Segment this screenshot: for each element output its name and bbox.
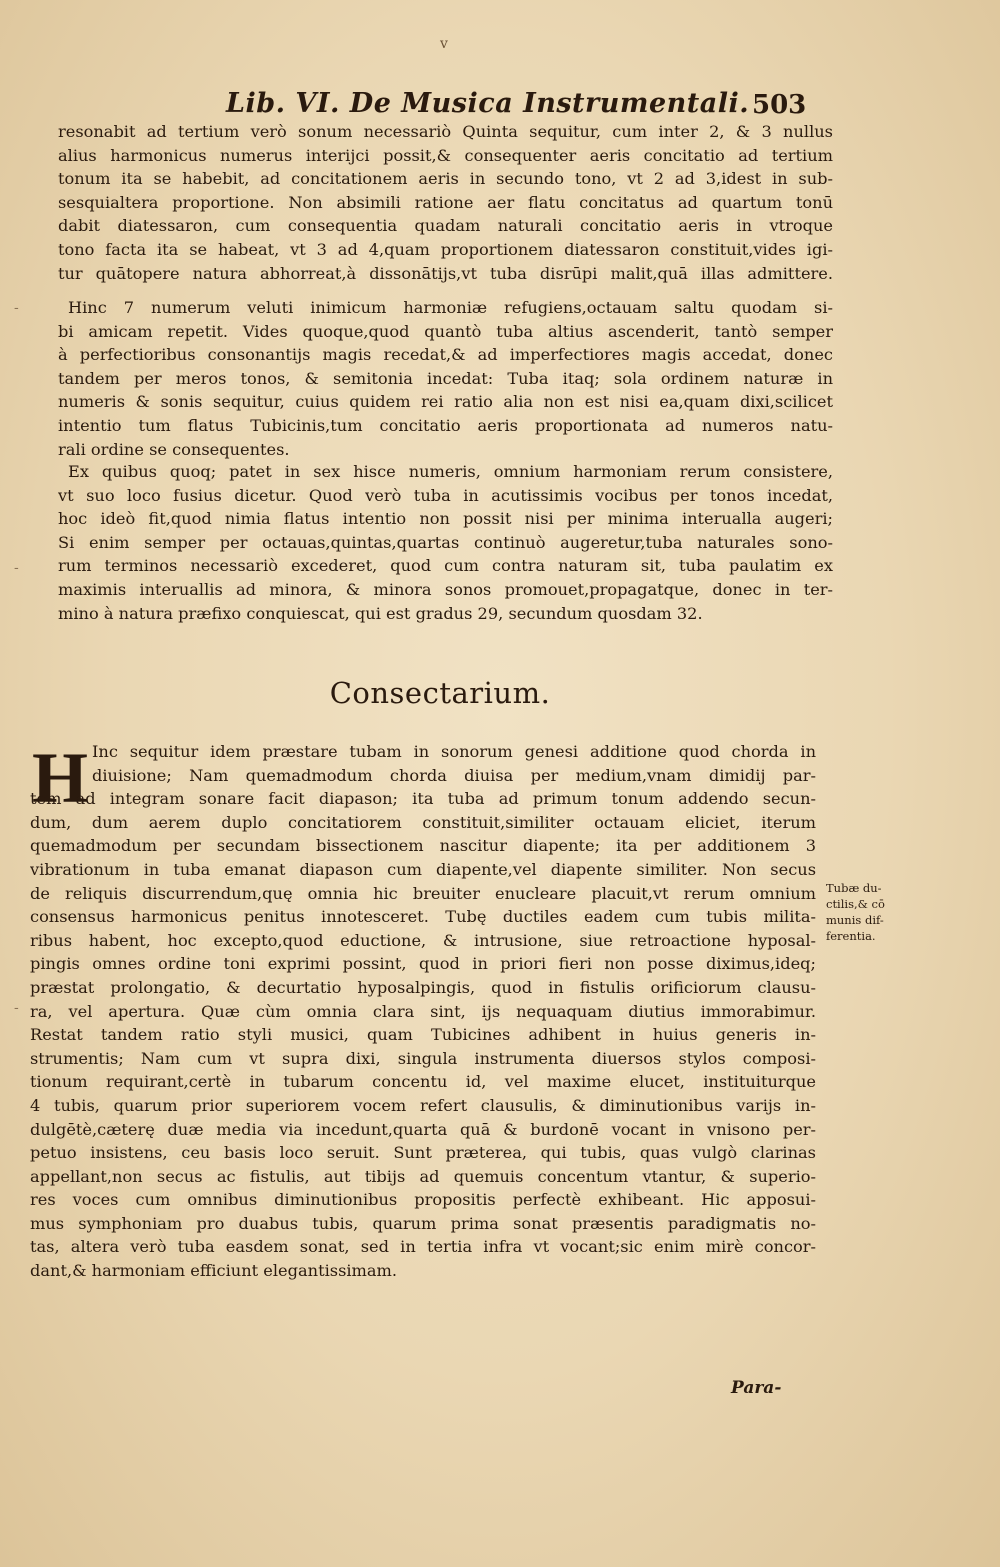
section-heading: Consectarium.	[329, 676, 551, 710]
catchword: Para-	[731, 1378, 782, 1398]
text-line: vibrationum in tuba emanat diapason cum diapente,vel diapente similiter. Non secus	[30, 859, 816, 879]
text-line: tem ad integram sonare facit diapason; ita tuba ad primum tonum addendo secun-	[30, 789, 816, 809]
margin-note-line: Tubæ du-	[826, 881, 882, 895]
text-line: dabit diatessaron, cum consequentia quadam naturali concitatio aeris in vtroque	[58, 216, 833, 236]
edge-mark: -	[14, 560, 19, 576]
text-line: alius harmonicus numerus interijci possit,& consequenter aeris concitatio ad tertium	[58, 145, 833, 165]
text-line: bi amicam repetit. Vides quoque,quod quantò tuba altius ascenderit, tantò semper	[58, 321, 833, 341]
text-line: de reliquis discurrendum,quę omnia hic breuiter enucleare placuit,vt rerum omnium	[30, 883, 816, 903]
text-line: vt suo loco fusius dicetur. Quod verò tuba in acutissimis vocibus per tonos incedat,	[58, 485, 833, 505]
text-line: mino à natura præfixo conquiescat, qui est gradus 29, secundum quosdam 32.	[58, 603, 703, 623]
paragraph-3	[58, 460, 833, 625]
text-line: quemadmodum per secundam bissectionem nascitur diapente; ita per additionem 3	[30, 836, 816, 856]
text-line: ribus habent, hoc excepto,quod eductione, & intrusione, siue retroactione hyposal-	[30, 930, 816, 950]
text-line: maximis interuallis ad minora, & minora sonos promouet,propagatque, donec in ter-	[58, 579, 833, 599]
text-line: diuisione; Nam quemadmodum chorda diuisa per medium,vnam dimidij par-	[92, 765, 816, 785]
text-line: ra, vel apertura. Quæ cùm omnia clara sint, ijs nequaquam diutius immorabimur.	[30, 1001, 816, 1021]
text-line: resonabit ad tertium verò sonum necessariò Quinta sequitur, cum inter 2, & 3 nullus	[58, 122, 833, 141]
text-line: hoc ideò fit,quod nimia flatus intentio non possit nisi per minima interualla augeri;	[58, 509, 833, 529]
text-line: tur quātopere natura abhorreat,à dissonātijs,vt tuba disrūpi malit,quā illas admittere.	[58, 263, 833, 283]
margin-note-line: ferentia.	[826, 929, 876, 943]
text-line: præstat prolongatio, & decurtatio hyposalpingis, quod in fistulis orificiorum clausu-	[30, 977, 816, 997]
text-line: res voces cum omnibus diminutionibus propositis perfectè exhibeant. Hic apposui-	[30, 1190, 816, 1210]
text-line: consensus harmonicus penitus innotesceret. Tubę ductiles eadem cum tubis milita-	[30, 907, 816, 927]
text-line: numeris & sonis sequitur, cuius quidem rei ratio alia non est nisi ea,quam dixi,scilicet	[58, 392, 833, 412]
margin-note-line: ctilis,& cō	[826, 897, 885, 911]
text-line: tionum requirant,certè in tubarum concentu id, vel maxime elucet, instituiturque	[30, 1072, 816, 1092]
text-line: tonum ita se habebit, ad concitationem aeris in secundo tono, vt 2 ad 3,idest in sub-	[58, 169, 833, 189]
drop-cap: H	[32, 738, 89, 818]
ink-mark: v	[440, 36, 448, 52]
text-line: strumentis; Nam cum vt supra dixi, singula instrumenta diuersos stylos composi-	[30, 1048, 816, 1068]
paragraph-2	[58, 296, 833, 461]
text-line: à perfectioribus consonantijs magis recedat,& ad imperfectiores magis accedat, donec	[58, 345, 833, 365]
text-line: sesquialtera proportione. Non absimili ratione aer flatu concitatus ad quartum tonū	[58, 192, 833, 212]
text-line: 4 tubis, quarum prior superiorem vocem refert clausulis, & diminutionibus varijs in-	[30, 1095, 816, 1115]
text-line: appellant,non secus ac fistulis, aut tibijs ad quemuis concentum vtantur, & superio-	[30, 1166, 816, 1186]
paragraph-1	[58, 120, 833, 285]
text-line: rum terminos necessariò excederet, quod cum contra naturam sit, tuba paulatim ex	[58, 556, 833, 576]
text-line: pingis omnes ordine toni exprimi possint, quod in priori fieri non posse diximus,ideq;	[30, 954, 816, 974]
text-line: intentio tum flatus Tubicinis,tum concitatio aeris proportionata ad numeros natu-	[58, 415, 833, 435]
text-line: Restat tandem ratio styli musici, quam Tubicines adhibent in huius generis in-	[30, 1025, 816, 1045]
text-line: Hinc 7 numerum veluti inimicum harmoniæ refugiens,octauam saltu quodam si-	[68, 298, 833, 317]
paragraph-4	[30, 740, 816, 1283]
text-line: dulgētè,cæterę duæ media via incedunt,quarta quā & burdonē vocant in vnisono per-	[30, 1119, 816, 1139]
text-line: petuo insistens, ceu basis loco seruit. Sunt præterea, qui tubis, quas vulgò clarinas	[30, 1143, 816, 1163]
text-line: dant,& harmoniam efficiunt elegantissimam.	[30, 1261, 398, 1281]
edge-mark: -	[14, 300, 19, 316]
text-line: tono facta ita se habeat, vt 3 ad 4,quam proportionem diatessaron constituit,vides igi-	[58, 239, 833, 259]
page-number: 503	[752, 90, 807, 120]
text-line: mus symphoniam pro duabus tubis, quarum prima sonat præsentis paradigmatis no-	[30, 1213, 816, 1233]
text-line: dum, dum aerem duplo concitatiorem constituit,similiter octauam eliciet, iterum	[30, 812, 816, 832]
text-line: tas, altera verò tuba easdem sonat, sed in tertia infra vt vocant;sic enim mirè concor-	[30, 1237, 816, 1257]
text-line: Inc sequitur idem præstare tubam in sonorum genesi additione quod chorda in	[92, 742, 816, 761]
text-line: tandem per meros tonos, & semitonia incedat: Tuba itaq; sola ordinem naturæ in	[58, 368, 833, 388]
edge-mark: -	[14, 1000, 19, 1016]
text-line: Si enim semper per octauas,quintas,quartas continuò augeretur,tuba naturales sono-	[58, 532, 833, 552]
text-line: rali ordine se consequentes.	[58, 439, 290, 459]
margin-note	[826, 880, 906, 944]
text-line: Ex quibus quoq; patet in sex hisce numeris, omnium harmoniam rerum consistere,	[68, 462, 833, 481]
running-title: Lib. VI. De Musica Instrumentali.	[226, 88, 750, 119]
margin-note-line: munis dif-	[826, 913, 884, 927]
